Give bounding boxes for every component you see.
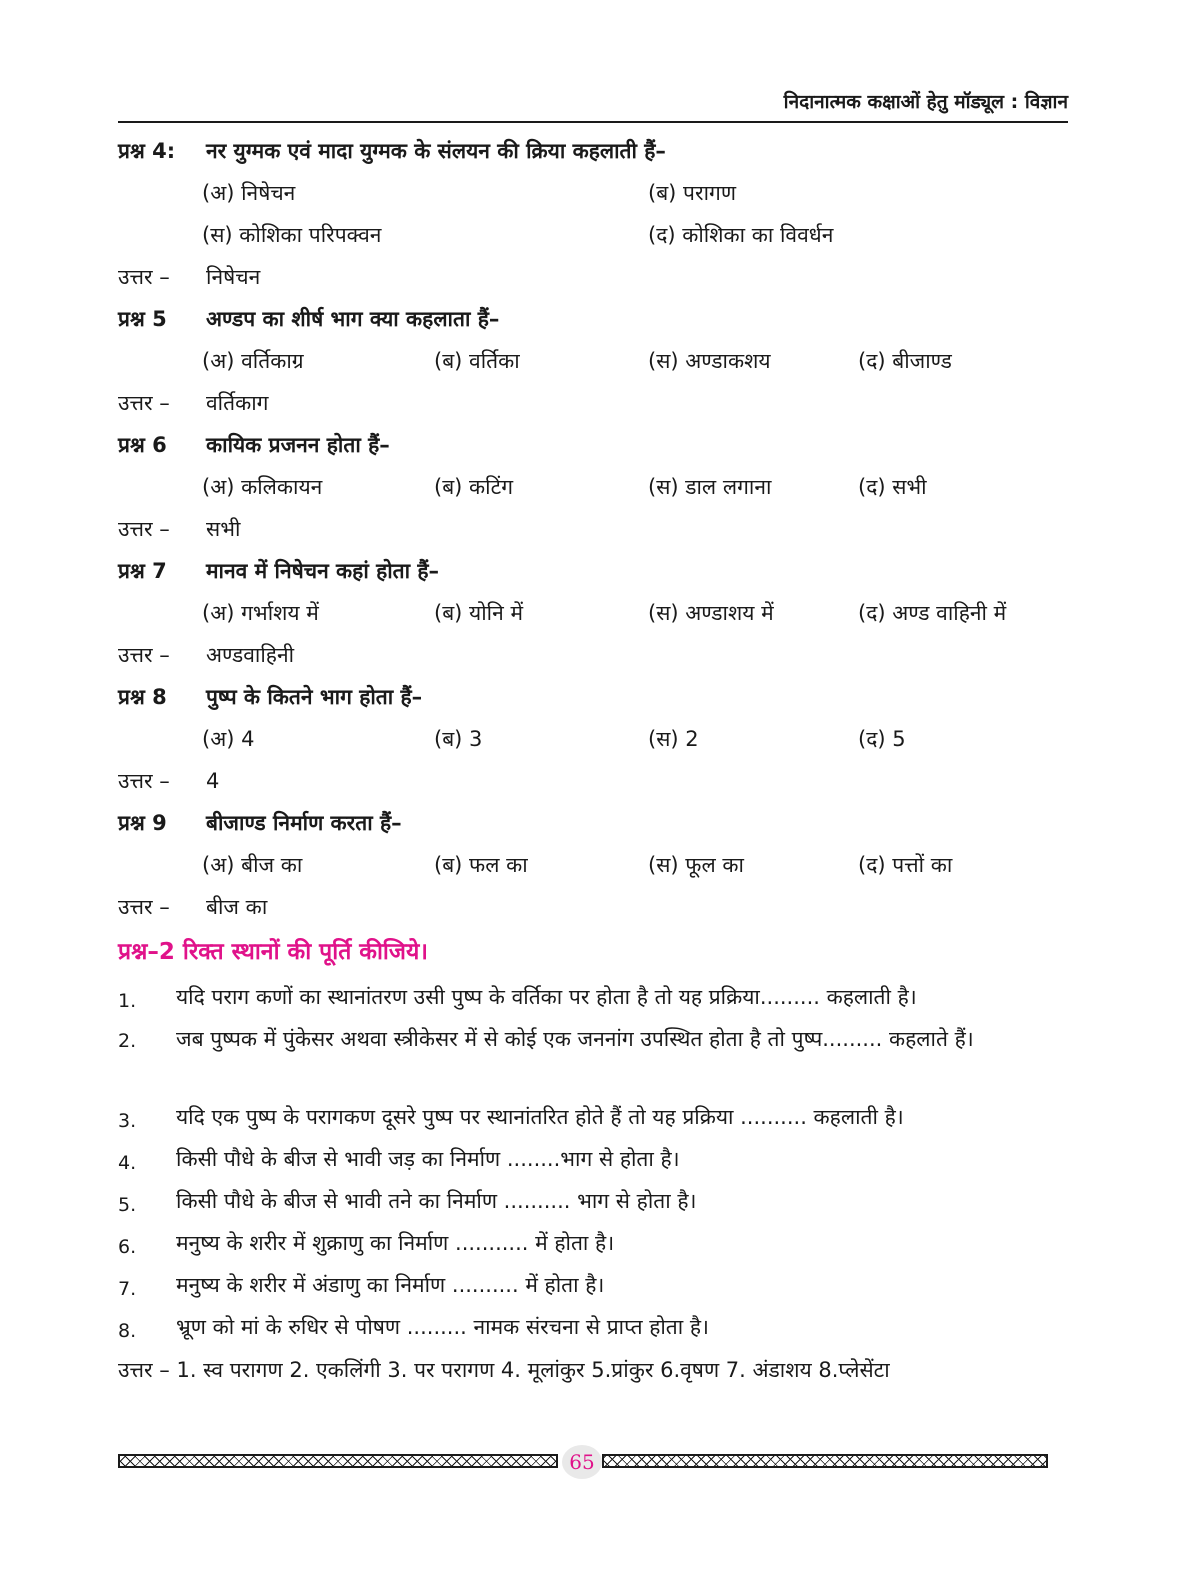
answer-label: उत्तर – bbox=[118, 895, 170, 919]
option-a: (अ) गर्भाशय में bbox=[202, 601, 319, 625]
options-row bbox=[118, 340, 1068, 382]
options-row bbox=[118, 718, 1068, 760]
options-row bbox=[118, 214, 1068, 256]
question-number: प्रश्न 9 bbox=[118, 811, 167, 835]
option-c: (स) 2 bbox=[648, 727, 699, 751]
fill-item-8 bbox=[118, 1306, 1068, 1348]
options-row bbox=[118, 172, 1068, 214]
item-number: 4. bbox=[118, 1152, 137, 1174]
question-number: प्रश्न 6 bbox=[118, 433, 167, 457]
option-d: (द) सभी bbox=[858, 475, 927, 499]
question-8 bbox=[118, 676, 1068, 802]
page-content bbox=[118, 130, 1068, 1392]
question-number: प्रश्न 7 bbox=[118, 559, 167, 583]
item-text: मनुष्य के शरीर में अंडाणु का निर्माण .......... में होता है। bbox=[176, 1273, 605, 1297]
option-d: (द) पत्तों का bbox=[858, 853, 953, 877]
answer-line bbox=[118, 634, 1068, 676]
item-text: यदि एक पुष्प के परागकण दूसरे पुष्प पर स्थानांतरित होते हैं तो यह प्रक्रिया .......... कहलाती है। bbox=[176, 1105, 904, 1129]
option-d: (द) बीजाण्ड bbox=[858, 349, 952, 373]
question-number: प्रश्न 4: bbox=[118, 139, 176, 163]
running-header: निदानात्मक कक्षाओं हेतु मॉड्यूल : विज्ञान bbox=[783, 91, 1068, 113]
question-text: अण्डप का शीर्ष भाग क्या कहलाता हैं– bbox=[206, 307, 500, 331]
question-line bbox=[118, 130, 1068, 172]
answer-line bbox=[118, 760, 1068, 802]
answer-text: बीज का bbox=[206, 895, 268, 919]
item-text: किसी पौधे के बीज से भावी जड़ का निर्माण ........भाग से होता है। bbox=[176, 1147, 680, 1171]
section2-answers: उत्तर – 1. स्व परागण 2. एकलिंगी 3. पर परागण 4. मूलांकुर 5.प्रांकुर 6.वृषण 7. अंडाशय 8.प्लेसेंटा bbox=[118, 1358, 890, 1382]
question-text: मानव में निषेचन कहां होता हैं– bbox=[206, 559, 440, 583]
option-d: (द) अण्ड वाहिनी में bbox=[858, 601, 1007, 625]
option-b: (ब) फल का bbox=[434, 853, 528, 877]
answer-text: सभी bbox=[206, 517, 241, 541]
item-number: 6. bbox=[118, 1236, 137, 1258]
option-d: (द) कोशिका का विवर्धन bbox=[648, 223, 834, 247]
options-row bbox=[118, 844, 1068, 886]
question-7 bbox=[118, 550, 1068, 676]
item-number: 7. bbox=[118, 1278, 137, 1300]
question-line bbox=[118, 550, 1068, 592]
decorative-border-right bbox=[602, 1454, 1048, 1468]
answer-line bbox=[118, 256, 1068, 298]
question-line bbox=[118, 802, 1068, 844]
answer-text: अण्डवाहिनी bbox=[206, 643, 295, 667]
question-5 bbox=[118, 298, 1068, 424]
option-c: (स) अण्डाशय में bbox=[648, 601, 774, 625]
fill-item-5 bbox=[118, 1180, 1068, 1222]
page-footer bbox=[118, 1445, 1048, 1479]
item-text: जब पुष्पक में पुंकेसर अथवा स्त्रीकेसर में से कोई एक जननांग उपस्थित होता है तो पुष्प......... कहलाते हैं। bbox=[176, 1027, 974, 1051]
options-row bbox=[118, 592, 1068, 634]
question-9 bbox=[118, 802, 1068, 928]
option-a: (अ) 4 bbox=[202, 727, 255, 751]
answer-line bbox=[118, 382, 1068, 424]
question-number: प्रश्न 5 bbox=[118, 307, 167, 331]
item-text: भ्रूण को मां के रुधिर से पोषण ......... नामक संरचना से प्राप्त होता है। bbox=[176, 1315, 710, 1339]
question-line bbox=[118, 676, 1068, 718]
answer-text: निषेचन bbox=[206, 265, 261, 289]
answer-label: उत्तर – bbox=[118, 643, 170, 667]
option-c: (स) अण्डाकशय bbox=[648, 349, 771, 373]
fill-item-2 bbox=[118, 1018, 1068, 1096]
item-number: 8. bbox=[118, 1320, 137, 1342]
item-number: 1. bbox=[118, 990, 137, 1012]
option-a: (अ) वर्तिकाग्र bbox=[202, 349, 304, 373]
item-number: 2. bbox=[118, 1030, 137, 1052]
section-heading: प्रश्न–2 रिक्त स्थानों की पूर्ति कीजिये। bbox=[118, 939, 429, 965]
option-c: (स) फूल का bbox=[648, 853, 744, 877]
item-text: किसी पौधे के बीज से भावी तने का निर्माण .......... भाग से होता है। bbox=[176, 1189, 697, 1213]
page-number: 65 bbox=[562, 1445, 602, 1479]
question-number: प्रश्न 8 bbox=[118, 685, 167, 709]
answer-line bbox=[118, 886, 1068, 928]
item-number: 3. bbox=[118, 1110, 137, 1132]
option-b: (ब) कटिंग bbox=[434, 475, 514, 499]
option-b: (ब) योनि में bbox=[434, 601, 523, 625]
fill-item-4 bbox=[118, 1138, 1068, 1180]
question-text: पुष्प के कितने भाग होता हैं– bbox=[206, 685, 423, 709]
decorative-border-left bbox=[118, 1454, 558, 1468]
question-text: नर युग्मक एवं मादा युग्मक के संलयन की क्रिया कहलाती हैं– bbox=[206, 139, 666, 163]
answer-text: 4 bbox=[206, 769, 220, 793]
item-number: 5. bbox=[118, 1194, 137, 1216]
answer-label: उत्तर – bbox=[118, 769, 170, 793]
option-d: (द) 5 bbox=[858, 727, 906, 751]
option-b: (ब) वर्तिका bbox=[434, 349, 520, 373]
fill-item-1 bbox=[118, 976, 1068, 1018]
answer-line bbox=[118, 508, 1068, 550]
option-b: (ब) परागण bbox=[648, 181, 737, 205]
options-row bbox=[118, 466, 1068, 508]
question-6 bbox=[118, 424, 1068, 550]
option-a: (अ) निषेचन bbox=[202, 181, 296, 205]
question-4 bbox=[118, 130, 1068, 298]
header-rule bbox=[118, 121, 1068, 123]
option-a: (अ) बीज का bbox=[202, 853, 303, 877]
answer-text: वर्तिकाग bbox=[206, 391, 269, 415]
option-a: (अ) कलिकायन bbox=[202, 475, 323, 499]
question-line bbox=[118, 424, 1068, 466]
question-line bbox=[118, 298, 1068, 340]
fill-item-3 bbox=[118, 1096, 1068, 1138]
fill-item-7 bbox=[118, 1264, 1068, 1306]
option-c: (स) कोशिका परिपक्वन bbox=[202, 223, 382, 247]
answer-label: उत्तर – bbox=[118, 265, 170, 289]
answer-label: उत्तर – bbox=[118, 517, 170, 541]
item-text: मनुष्य के शरीर में शुक्राणु का निर्माण ........... में होता है। bbox=[176, 1231, 615, 1255]
fill-item-6 bbox=[118, 1222, 1068, 1264]
question-text: बीजाण्ड निर्माण करता हैं– bbox=[206, 811, 402, 835]
question-text: कायिक प्रजनन होता हैं– bbox=[206, 433, 390, 457]
answer-label: उत्तर – bbox=[118, 391, 170, 415]
item-text: यदि पराग कणों का स्थानांतरण उसी पुष्प के वर्तिका पर होता है तो यह प्रक्रिया......... कहलाती है। bbox=[176, 985, 917, 1009]
option-c: (स) डाल लगाना bbox=[648, 475, 772, 499]
option-b: (ब) 3 bbox=[434, 727, 483, 751]
